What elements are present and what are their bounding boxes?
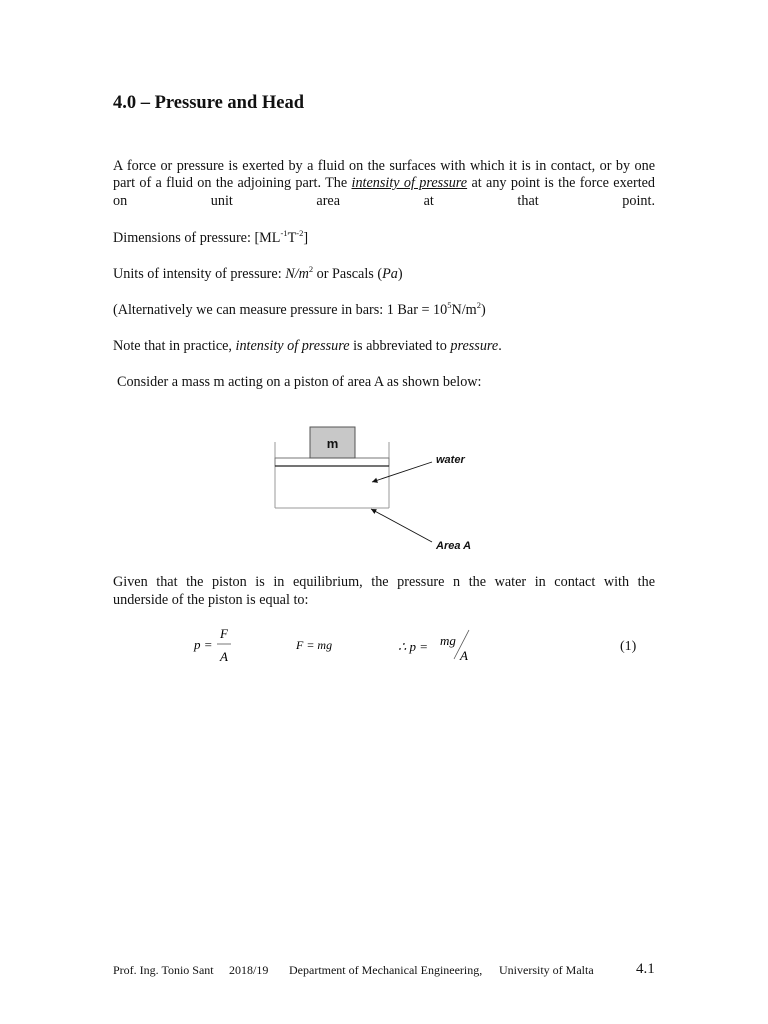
eq3-denominator: A <box>460 648 468 663</box>
dimensions-line <box>113 230 655 247</box>
units-or: or Pascals ( <box>316 266 383 282</box>
note-term: intensity of pressure <box>235 338 350 354</box>
units-pa: Pa <box>382 266 398 282</box>
units-unit: N/m <box>285 266 309 282</box>
equilibrium-line1: Given that the piston is in equilibrium, the pressure n the water in contact with the <box>113 574 655 590</box>
piston-diagram <box>270 420 490 560</box>
section-heading: 4.0 – Pressure and Head <box>113 93 305 113</box>
mass-label: m <box>326 436 339 451</box>
bars-unit: N/m <box>451 302 477 318</box>
units-label: Units of intensity of pressure: <box>113 266 282 282</box>
eq1-lhs: p = <box>194 637 213 652</box>
footer-department: Department of Mechanical Engineering, <box>289 963 483 977</box>
note-text-1: Note that in practice, <box>113 338 232 354</box>
note-term2: pressure <box>450 338 499 354</box>
consider-line: Consider a mass m acting on a piston of area A as shown below: <box>117 374 482 390</box>
eq2: F = mg <box>296 638 333 652</box>
eq1-numerator: F <box>220 626 228 641</box>
dimensions-label: Dimensions of pressure: [ML <box>113 230 281 246</box>
units-line <box>113 266 655 283</box>
eq1-denominator: A <box>220 649 228 664</box>
water-label: water <box>436 454 465 466</box>
dimensions-mid: T <box>287 230 297 246</box>
units-unit-exp: 2 <box>308 264 314 274</box>
intro-text-1: A force or pressure is exerted by a fluid on the surfaces with which it is in contact, or by one part of a fluid on the adjoining part. The <box>113 158 655 192</box>
footer-year: 2018/19 <box>229 963 269 977</box>
bars-line <box>113 302 655 319</box>
area-label: Area A <box>436 540 472 552</box>
note-line <box>113 338 655 355</box>
footer-author: Prof. Ing. Tonio Sant <box>113 963 214 977</box>
equations-row <box>190 622 660 670</box>
bars-close: ) <box>480 302 486 318</box>
footer-university: University of Malta <box>499 963 594 977</box>
intro-term: intensity of pressure <box>351 175 468 192</box>
note-text-2: is abbreviated to <box>353 338 447 354</box>
intro-text-2: at any point is the force exerted on unit area at that point. <box>113 175 656 209</box>
dimensions-exp1: -1 <box>280 228 288 238</box>
dimensions-exp2: -2 <box>296 228 304 238</box>
note-end: . <box>498 338 502 354</box>
units-close: ) <box>397 266 403 282</box>
dimensions-end: ] <box>303 230 309 246</box>
eq3-lhs: ∴ p = <box>398 639 429 654</box>
bars-text: (Alternatively we can measure pressure in bars: 1 Bar = 10 <box>113 302 448 318</box>
intro-paragraph <box>113 158 655 210</box>
area-arrow <box>371 509 432 542</box>
bars-unit-exp: 2 <box>476 300 481 310</box>
piston <box>275 458 389 466</box>
bars-exp: 5 <box>447 300 452 310</box>
page-number: 4.1 <box>636 961 655 977</box>
equilibrium-line2: underside of the piston is equal to: <box>113 592 309 608</box>
equation-number: (1) <box>620 639 637 654</box>
eq3-numerator: mg <box>440 633 456 648</box>
